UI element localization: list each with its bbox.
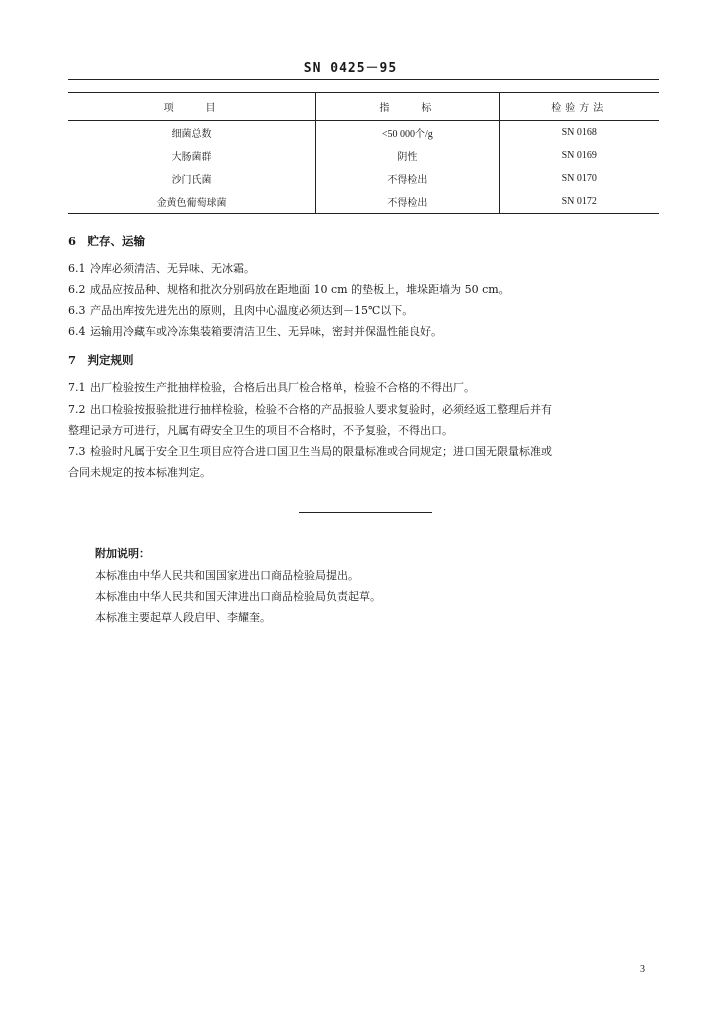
cell-indicator: 阴性 bbox=[316, 144, 499, 167]
table-row bbox=[68, 121, 659, 145]
clause-6-3 bbox=[68, 301, 663, 321]
clause-text: 整理记录方可进行，凡属有碍安全卫生的项目不合格时，不予复验，不得出口。 bbox=[68, 424, 453, 437]
cell-method: SN 0168 bbox=[561, 127, 597, 138]
col-header-indicator: 指 标 bbox=[316, 93, 499, 121]
clause-number: 6.2 bbox=[68, 283, 86, 296]
note-line: 本标准由中华人民共和国天津进出口商品检验局负责起草。 bbox=[95, 590, 381, 603]
clause-text: 检验时凡属于安全卫生项目应符合进口国卫生当局的限量标准或合同规定；进口国无限量标准或 bbox=[90, 445, 552, 458]
table-row bbox=[68, 167, 659, 190]
section-7-heading: 7 判定规则 bbox=[68, 353, 134, 367]
clause-number: 7.3 bbox=[68, 445, 86, 458]
cell-item: 细菌总数 bbox=[68, 121, 316, 145]
cell-item: 大肠菌群 bbox=[68, 144, 316, 167]
table-header-row bbox=[68, 93, 659, 121]
col-header-method: 检验方法 bbox=[499, 93, 659, 121]
header-rule bbox=[68, 79, 659, 80]
clause-text: 成品应按品种、规格和批次分别码放在距地面 10 cm 的垫板上，堆垛距墙为 50 cm。 bbox=[90, 283, 510, 296]
clause-7-3 bbox=[68, 442, 663, 462]
clause-6-1 bbox=[68, 259, 663, 279]
clause-7-2 bbox=[68, 400, 663, 420]
clause-text: 出口检验按报验批进行抽样检验，检验不合格的产品报验人要求复验时，必须经返工整理后并有 bbox=[90, 403, 552, 416]
clause-text: 产品出库按先进先出的原则，且肉中心温度必须达到－15℃以下。 bbox=[90, 304, 414, 317]
clause-number: 6.3 bbox=[68, 304, 86, 317]
clause-number: 6.4 bbox=[68, 325, 86, 338]
clause-7-3-cont bbox=[68, 463, 663, 483]
note-line: 本标准由中华人民共和国国家进出口商品检验局提出。 bbox=[95, 569, 359, 582]
clause-number: 6.1 bbox=[68, 262, 86, 275]
spec-table bbox=[68, 92, 659, 214]
cell-item: 金黄色葡萄球菌 bbox=[68, 190, 316, 214]
col-header-item: 项 目 bbox=[68, 93, 316, 121]
clause-number: 7.1 bbox=[68, 381, 86, 394]
document-code: SN 0425－95 bbox=[303, 61, 398, 76]
notes-title: 附加说明： bbox=[95, 547, 150, 560]
clause-7-1 bbox=[68, 378, 663, 398]
clause-number: 7.2 bbox=[68, 403, 86, 416]
page-number: 3 bbox=[640, 964, 645, 975]
clause-text: 合同未规定的按本标准判定。 bbox=[68, 466, 211, 479]
cell-method: SN 0169 bbox=[561, 150, 597, 161]
clause-text: 冷库必须清洁、无异味、无冰霜。 bbox=[90, 262, 255, 275]
note-line: 本标准主要起草人段启甲、李耀奎。 bbox=[95, 611, 271, 624]
section-divider bbox=[299, 512, 432, 513]
table-row bbox=[68, 144, 659, 167]
clause-text: 出厂检验按生产批抽样检验，合格后出具厂检合格单，检验不合格的不得出厂。 bbox=[90, 381, 475, 394]
table-row bbox=[68, 190, 659, 214]
clause-text: 运输用冷藏车或冷冻集装箱要清洁卫生、无异味，密封并保温性能良好。 bbox=[90, 325, 442, 338]
clause-6-2 bbox=[68, 280, 663, 300]
cell-indicator: 不得检出 bbox=[316, 167, 499, 190]
cell-method: SN 0172 bbox=[499, 190, 659, 214]
cell-item: 沙门氏菌 bbox=[68, 167, 316, 190]
clause-6-4 bbox=[68, 322, 663, 342]
cell-method: SN 0170 bbox=[561, 173, 597, 184]
cell-indicator: 不得检出 bbox=[316, 190, 499, 214]
cell-indicator: <50 000个/g bbox=[316, 121, 499, 145]
section-6-heading: 6 贮存、运输 bbox=[68, 234, 146, 248]
clause-7-2-cont bbox=[68, 421, 663, 441]
